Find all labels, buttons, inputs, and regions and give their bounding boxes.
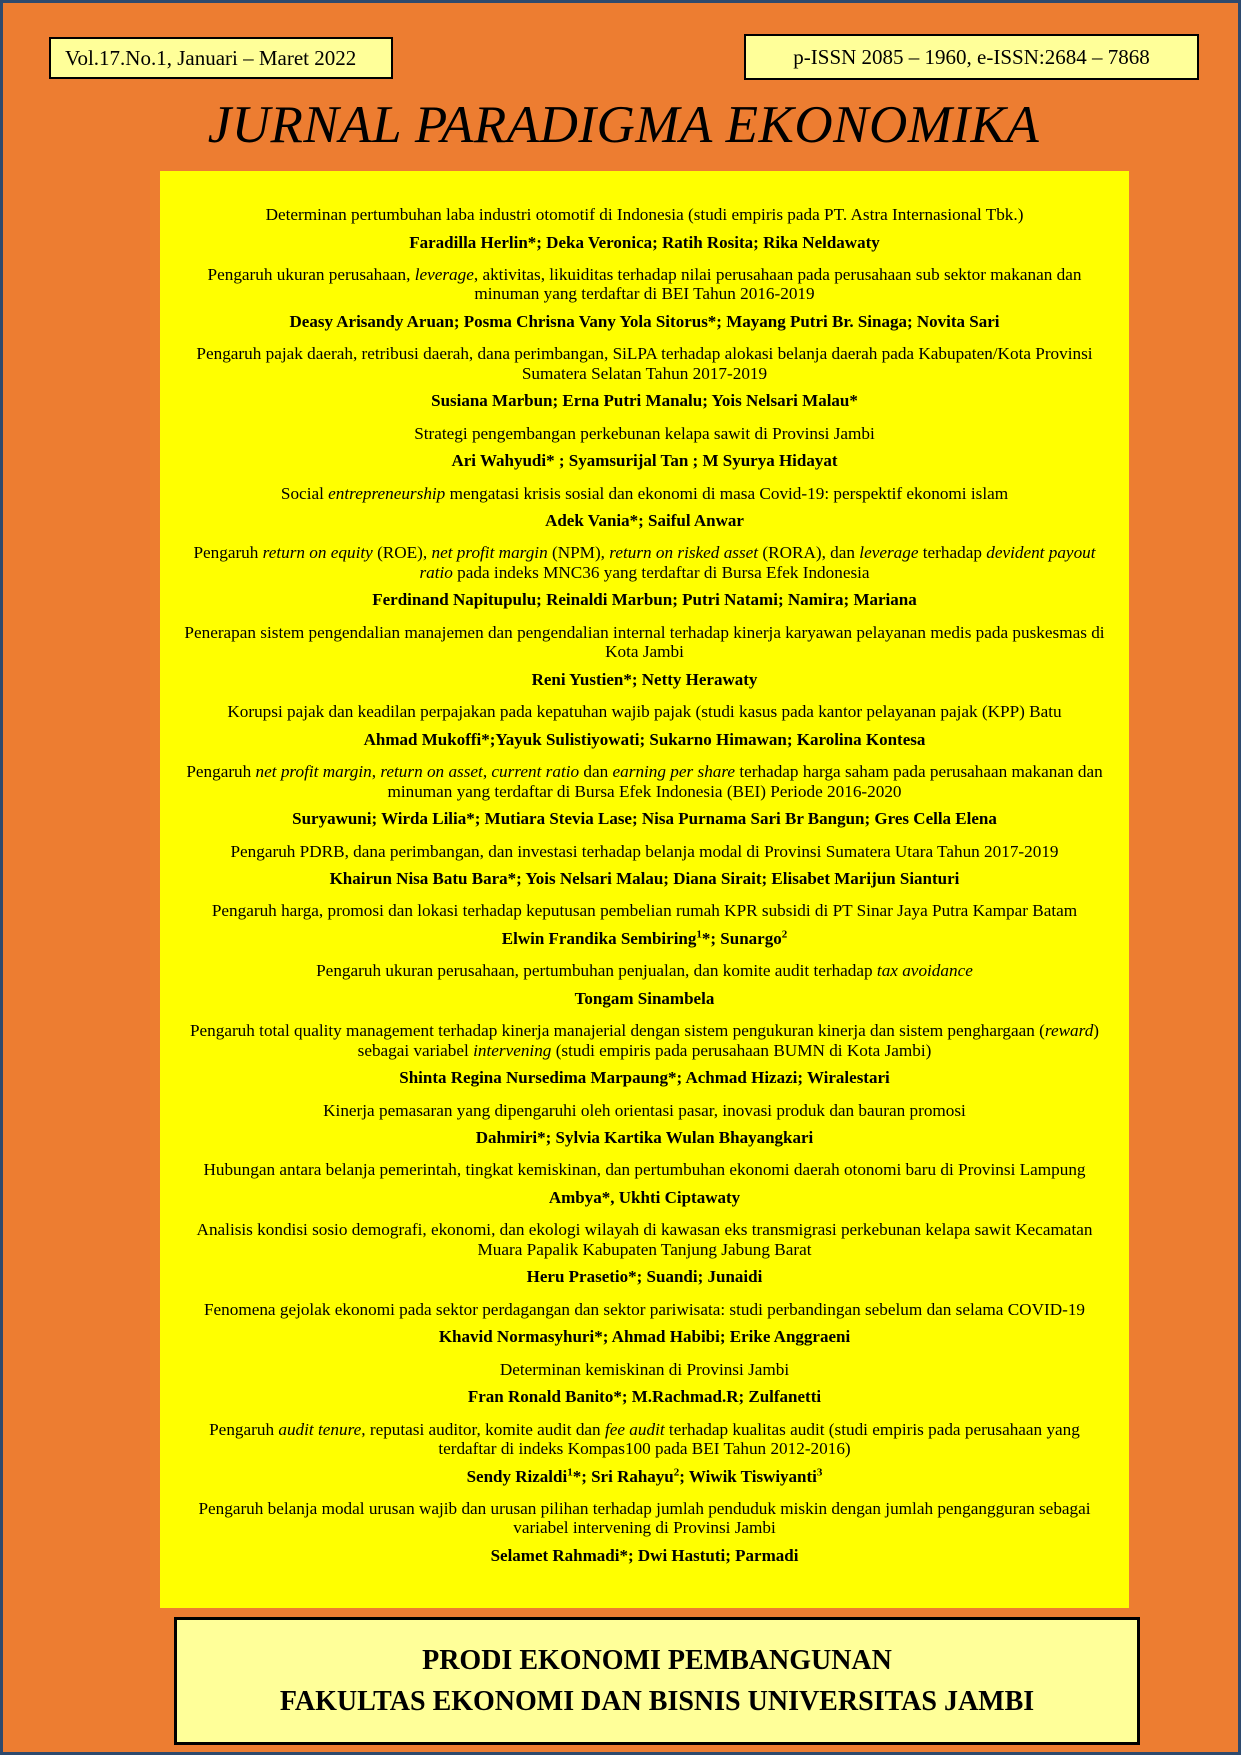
italic-term: leverage — [414, 264, 474, 284]
article-authors — [178, 1128, 1111, 1147]
text-segment: Deasy Arisandy Aruan; Posma Chrisna Vany Yola Sitorus*; Mayang Putri Br. Sinaga; Novita Sari — [289, 311, 1000, 331]
publisher-box — [174, 1617, 1140, 1745]
text-segment: Shinta Regina Nursedima Marpaung*; Achmad Hizazi; Wiralestari — [399, 1068, 890, 1088]
article-authors — [178, 730, 1111, 749]
article-title — [178, 901, 1111, 921]
text-segment: , aktivitas, likuiditas terhadap nilai perusahaan pada perusahaan sub sektor makanan dan minuman yang terdaftar di BEI Tahun 2016-2019 — [473, 264, 1082, 304]
issn-label: p-ISSN 2085 – 1960, e-ISSN:2684 – 7868 — [744, 34, 1199, 80]
text-segment: Determinan pertumbuhan laba industri otomotif di Indonesia (studi empiris pada PT. Astra Internasional Tbk.) — [265, 205, 1024, 224]
article-authors — [178, 1467, 1111, 1486]
text-segment: Sendy Rizaldi — [466, 1466, 568, 1486]
article-entry — [178, 702, 1111, 749]
text-segment: Pengaruh pajak daerah, retribusi daerah, dana perimbangan, SiLPA terhadap alokasi belanja daerah pada Kabupaten/Kota Provinsi Sumatera Selatan Tahun 2017-2019 — [196, 344, 1093, 383]
text-segment: Pengaruh belanja modal urusan wajib dan urusan pilihan terhadap jumlah penduduk miskin dengan jumlah pengangguran sebagai variabel intervening di Provinsi Jambi — [198, 1498, 1091, 1538]
text-segment: *; Sunargo — [701, 928, 782, 948]
text-segment: mengatasi krisis sosial dan ekonomi di masa Covid-19: perspektif ekonomi islam — [445, 483, 1009, 503]
article-authors — [178, 929, 1111, 948]
article-entry — [178, 484, 1111, 531]
text-segment: Fran Ronald Banito*; M.Rachmad.R; Zulfanetti — [467, 1387, 822, 1407]
volume-issue-label: Vol.17.No.1, Januari – Maret 2022 — [49, 37, 393, 79]
article-entry — [178, 762, 1111, 828]
text-segment: , reputasi auditor, komite audit dan — [361, 1419, 605, 1439]
italic-term: return on asset — [380, 762, 483, 782]
text-segment: Korupsi pajak dan keadilan perpajakan pada kepatuhan wajib pajak (studi kasus pada kantor pelayanan pajak (KPP) Batu — [227, 702, 1062, 722]
article-title — [178, 424, 1111, 444]
text-segment: (ROE), — [372, 543, 432, 563]
italic-term: reward — [1044, 1021, 1094, 1041]
article-title — [178, 1160, 1111, 1180]
article-entry — [178, 842, 1111, 889]
text-segment: Ari Wahyudi* ; Syamsurijal Tan ; M Syurya Hidayat — [451, 451, 838, 471]
text-segment: Pengaruh total quality management terhadap kinerja manajerial dengan sistem pengukuran kinerja dan sistem penghargaan ( — [189, 1021, 1045, 1041]
text-segment: ) sebagai variabel — [357, 1021, 1100, 1060]
article-entry — [178, 961, 1111, 1008]
article-title — [178, 265, 1111, 304]
text-segment: terhadap — [918, 543, 987, 563]
article-authors — [178, 511, 1111, 530]
article-authors — [178, 1387, 1111, 1406]
publisher-faculty: FAKULTAS EKONOMI DAN BISNIS UNIVERSITAS JAMBI — [279, 1686, 1035, 1717]
text-segment: terhadap kualitas audit (studi empiris pada perusahaan yang terdaftar di indeks Kompas100 pada BEI Tahun 2012-2016) — [438, 1419, 1080, 1459]
article-title — [178, 543, 1111, 582]
text-segment: (RORA), dan — [758, 543, 860, 563]
text-segment: Khavid Normasyhuri*; Ahmad Habibi; Erike Anggraeni — [438, 1327, 851, 1347]
article-authors — [178, 869, 1111, 888]
text-segment: Suryawuni; Wirda Lilia*; Mutiara Stevia Lase; Nisa Purnama Sari Br Bangun; Gres Cella Elena — [292, 809, 997, 829]
article-entry — [178, 344, 1111, 410]
article-authors — [178, 1546, 1111, 1565]
text-segment: Heru Prasetio*; Suandi; Junaidi — [526, 1267, 763, 1287]
text-segment: *; Sri Rahayu — [572, 1466, 674, 1486]
article-entry — [178, 1499, 1111, 1565]
article-title — [178, 1101, 1111, 1121]
text-segment: Social — [280, 483, 329, 503]
text-segment: Selamet Rahmadi*; Dwi Hastuti; Parmadi — [490, 1545, 799, 1565]
italic-term: audit tenure — [278, 1419, 362, 1439]
article-authors — [178, 1267, 1111, 1286]
text-segment: Susiana Marbun; Erna Putri Manalu; Yois Nelsari Malau* — [431, 391, 858, 411]
article-entry — [178, 424, 1111, 471]
text-segment: Tongam Sinambela — [574, 988, 715, 1008]
text-segment: Strategi pengembangan perkebunan kelapa sawit di Provinsi Jambi — [414, 423, 875, 443]
italic-term: tax avoidance — [876, 961, 973, 981]
affiliation-superscript: 2 — [781, 928, 788, 941]
text-segment: Kinerja pemasaran yang dipengaruhi oleh orientasi pasar, inovasi produk dan bauran promosi — [323, 1100, 966, 1120]
article-authors — [178, 391, 1111, 410]
text-segment: Pengaruh ukuran perusahaan, — [207, 264, 415, 284]
text-segment: Fenomena gejolak ekonomi pada sektor perdagangan dan sektor pariwisata: studi perbandingan sebelum dan selama COVID-19 — [203, 1299, 1086, 1319]
article-authors — [178, 670, 1111, 689]
italic-term: earning per share — [612, 762, 736, 782]
article-entry — [178, 1420, 1111, 1486]
affiliation-superscript: 3 — [816, 1465, 823, 1478]
article-entry — [178, 1360, 1111, 1407]
text-segment: Pengaruh — [209, 1419, 279, 1439]
text-segment: ; Wiwik Tiswiyanti — [679, 1466, 817, 1486]
text-segment: dan — [579, 762, 613, 782]
article-authors — [178, 809, 1111, 828]
text-segment: Reni Yustien*; Netty Herawaty — [531, 669, 758, 689]
text-segment: Faradilla Herlin*; Deka Veronica; Ratih Rosita; Rika Neldawaty — [409, 232, 880, 252]
publisher-program: PRODI EKONOMI PEMBANGUNAN — [422, 1645, 892, 1676]
article-entry — [178, 623, 1111, 689]
article-title — [178, 1300, 1111, 1320]
text-segment: Analisis kondisi sosio demografi, ekonomi, dan ekologi wilayah di kawasan eks transmigrasi perkebunan kelapa sawit Kecamatan Muara Papalik Kabupaten Tanjung Jabung Barat — [196, 1220, 1093, 1259]
article-title — [178, 762, 1111, 801]
text-segment: , — [371, 762, 381, 782]
article-title — [178, 484, 1111, 504]
article-entry — [178, 1300, 1111, 1347]
text-segment: Pengaruh harga, promosi dan lokasi terhadap keputusan pembelian rumah KPR subsidi di PT Sinar Jaya Putra Kampar Batam — [211, 901, 1078, 921]
text-segment: (NPM), — [547, 543, 610, 563]
text-segment: Khairun Nisa Batu Bara*; Yois Nelsari Malau; Diana Sirait; Elisabet Marijun Sianturi — [329, 869, 960, 889]
article-entry — [178, 1220, 1111, 1286]
article-entry — [178, 205, 1111, 252]
text-segment: Elwin Frandika Sembiring — [501, 928, 697, 948]
article-entry — [178, 1021, 1111, 1087]
text-segment: (studi empiris pada perusahaan BUMN di Kota Jambi) — [551, 1040, 932, 1060]
text-segment: Pengaruh — [186, 762, 256, 782]
article-title — [178, 961, 1111, 981]
italic-term: return on risked asset — [609, 543, 759, 563]
text-segment: Hubungan antara belanja pemerintah, tingkat kemiskinan, dan pertumbuhan ekonomi daerah otonomi baru di Provinsi Lampung — [203, 1160, 1086, 1180]
article-title — [178, 1499, 1111, 1538]
article-title — [178, 1360, 1111, 1380]
text-segment: Pengaruh PDRB, dana perimbangan, dan investasi terhadap belanja modal di Provinsi Sumatera Utara Tahun 2017-2019 — [230, 841, 1059, 861]
article-title — [178, 344, 1111, 383]
article-title — [178, 702, 1111, 722]
article-entry — [178, 1101, 1111, 1148]
text-segment: Determinan kemiskinan di Provinsi Jambi — [499, 1359, 790, 1379]
article-authors — [178, 989, 1111, 1008]
article-authors — [178, 451, 1111, 470]
italic-term: fee audit — [604, 1419, 665, 1439]
italic-term: net profit margin — [431, 543, 548, 563]
table-of-contents — [160, 171, 1129, 1608]
article-authors — [178, 1068, 1111, 1087]
text-segment: Pengaruh — [193, 543, 263, 563]
article-title — [178, 623, 1111, 662]
article-title — [178, 1420, 1111, 1459]
italic-term: devident payout ratio — [419, 543, 1096, 582]
affiliation-superscript: 1 — [696, 928, 702, 941]
article-authors — [178, 233, 1111, 252]
text-segment: Ahmad Mukoffi*;Yayuk Sulistiyowati; Sukarno Himawan; Karolina Kontesa — [363, 729, 926, 749]
italic-term: intervening — [473, 1040, 552, 1060]
italic-term: current ratio — [491, 762, 580, 782]
article-title — [178, 205, 1111, 225]
article-authors — [178, 312, 1111, 331]
italic-term: net profit margin — [255, 762, 372, 782]
journal-title: JURNAL PARADIGMA EKONOMIKA — [207, 96, 1040, 154]
text-segment: Adek Vania*; Saiful Anwar — [545, 511, 744, 531]
text-segment: Penerapan sistem pengendalian manajemen dan pengendalian internal terhadap kinerja karyawan pelayanan medis pada puskesmas di Kota Jambi — [184, 622, 1105, 662]
article-authors — [178, 590, 1111, 609]
article-title — [178, 1021, 1111, 1060]
article-entry — [178, 543, 1111, 609]
text-segment: pada indeks MNC36 yang terdaftar di Bursa Efek Indonesia — [452, 562, 870, 582]
text-segment: Dahmiri*; Sylvia Kartika Wulan Bhayangkari — [475, 1128, 814, 1148]
affiliation-superscript: 1 — [567, 1465, 573, 1478]
text-segment: Ferdinand Napitupulu; Reinaldi Marbun; Putri Natami; Namira; Mariana — [372, 590, 917, 610]
article-entry — [178, 901, 1111, 948]
article-entry — [178, 265, 1111, 331]
text-segment: , — [482, 762, 492, 782]
affiliation-superscript: 2 — [673, 1465, 680, 1478]
article-authors — [178, 1188, 1111, 1207]
text-segment: terhadap harga saham pada perusahaan makanan dan minuman yang terdaftar di Bursa Efek Indonesia (BEI) Periode 2016-2020 — [387, 762, 1103, 801]
text-segment: Pengaruh ukuran perusahaan, pertumbuhan penjualan, dan komite audit terhadap — [316, 961, 877, 981]
article-title — [178, 842, 1111, 862]
italic-term: entrepreneurship — [328, 483, 446, 503]
article-title — [178, 1220, 1111, 1259]
italic-term: leverage — [859, 543, 919, 563]
article-authors — [178, 1327, 1111, 1346]
article-entry — [178, 1160, 1111, 1207]
italic-term: return on equity — [262, 543, 373, 563]
text-segment: Ambya*, Ukhti Ciptawaty — [548, 1187, 741, 1207]
